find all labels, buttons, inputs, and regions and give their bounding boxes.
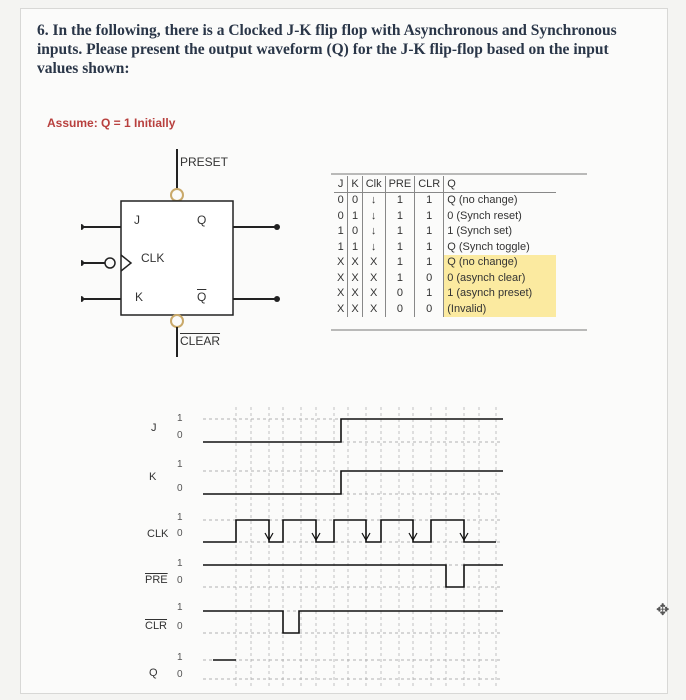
- truth-cell: Q (no change): [444, 192, 557, 208]
- j-low: 0: [177, 430, 183, 441]
- truth-cell: 1: [348, 208, 362, 224]
- jk-flipflop-diagram: [81, 149, 281, 359]
- clk-low: 0: [177, 528, 183, 539]
- clk-pin-label: CLK: [141, 251, 165, 265]
- j-pin-label: J: [134, 213, 140, 227]
- truth-cell: 0: [385, 301, 415, 317]
- wave-label-q: Q: [149, 667, 158, 679]
- preset-bubble: [171, 189, 183, 201]
- qbar-pin-label: $\overline{Q}$: [197, 290, 207, 304]
- truth-cell: ↓: [362, 239, 385, 255]
- truth-cell: 1: [385, 255, 415, 271]
- wave-label-k: K: [149, 471, 157, 483]
- truth-cell: 1: [385, 239, 415, 255]
- k-low: 0: [177, 483, 183, 494]
- pre-low: 0: [177, 575, 183, 586]
- truth-cell: X: [348, 270, 362, 286]
- truth-row: [334, 208, 556, 224]
- worksheet-page: [20, 8, 668, 694]
- j-high: 1: [177, 413, 183, 424]
- wave-pre: [203, 565, 503, 587]
- truth-cell: 0: [348, 224, 362, 240]
- truth-row: [334, 270, 556, 286]
- truth-cell: 1: [415, 239, 444, 255]
- k-pin-label: K: [135, 290, 144, 304]
- question-text: [37, 21, 637, 78]
- truth-header-q: Q: [444, 176, 557, 192]
- truth-cell: 1: [337, 225, 344, 238]
- clear-label: CLEAR: [180, 334, 221, 348]
- truth-header-k: K: [348, 176, 362, 192]
- truth-cell: X: [362, 255, 385, 271]
- wave-label-clk: CLK: [147, 528, 169, 540]
- wave-label-pre: $\overline{PRE}$: [145, 574, 168, 586]
- table-bottom-rule: [331, 327, 591, 333]
- truth-cell: 1: [385, 270, 415, 286]
- q-high: 1: [177, 652, 183, 663]
- truth-cell: X: [337, 271, 345, 284]
- truth-table: [334, 176, 556, 317]
- truth-cell: 1: [415, 208, 444, 224]
- truth-cell: 1: [337, 240, 344, 253]
- truth-cell: X: [337, 256, 345, 269]
- truth-cell: X: [337, 302, 345, 315]
- truth-header-j: J: [334, 176, 348, 192]
- truth-cell: 1: [385, 208, 415, 224]
- truth-cell: 1 (asynch preset): [444, 286, 557, 302]
- truth-cell: 1: [385, 224, 415, 240]
- truth-cell: 0: [337, 194, 344, 207]
- truth-cell: Q (no change): [444, 255, 557, 271]
- truth-cell: 1: [415, 286, 444, 302]
- truth-row: [334, 224, 556, 240]
- clr-low: 0: [177, 621, 183, 632]
- q-low: 0: [177, 669, 183, 680]
- k-high: 1: [177, 459, 183, 470]
- truth-cell: 1: [415, 255, 444, 271]
- timing-diagram: [141, 407, 511, 692]
- truth-cell: X: [362, 301, 385, 317]
- clk-high: 1: [177, 512, 183, 523]
- pre-high: 1: [177, 558, 183, 569]
- truth-cell: 0: [348, 192, 362, 208]
- truth-cell: ↓: [362, 224, 385, 240]
- truth-cell: ↓: [362, 208, 385, 224]
- truth-cell: Q (Synch toggle): [444, 239, 557, 255]
- wave-clk: [203, 520, 496, 542]
- truth-cell: 0: [385, 286, 415, 302]
- truth-row: [334, 286, 556, 302]
- question-number: 6.: [37, 22, 49, 39]
- move-cursor-icon: ✥: [656, 602, 670, 619]
- truth-cell: 0 (asynch clear): [444, 270, 557, 286]
- truth-header-clr: CLR: [415, 176, 444, 192]
- truth-row: [334, 301, 556, 317]
- truth-cell: 1: [385, 192, 415, 208]
- truth-cell: X: [348, 255, 362, 271]
- truth-cell: 0: [337, 209, 344, 222]
- truth-cell: X: [362, 286, 385, 302]
- wave-label-clr: $\overline{CLR}$: [145, 620, 168, 632]
- truth-cell: X: [348, 301, 362, 317]
- truth-cell: 1 (Synch set): [444, 224, 557, 240]
- truth-header-clk: Clk: [362, 176, 385, 192]
- wave-j: [203, 419, 503, 442]
- clear-bubble: [171, 315, 183, 327]
- truth-row: [334, 255, 556, 271]
- wave-clr: [203, 611, 503, 633]
- table-top-rule: [331, 171, 591, 177]
- truth-row: [334, 239, 556, 255]
- truth-cell: 0: [415, 301, 444, 317]
- truth-cell: 0: [415, 270, 444, 286]
- truth-row: [334, 192, 556, 208]
- clr-high: 1: [177, 602, 183, 613]
- truth-cell: 1: [415, 192, 444, 208]
- wave-k: [203, 471, 503, 494]
- truth-cell: X: [362, 270, 385, 286]
- question-body: In the following, there is a Clocked J-K flip flop with Asynchronous and Synchronous inputs. Please present the output waveform (Q) for the J-K flip-flop based on the input values shown:: [37, 22, 617, 77]
- truth-cell: ↓: [362, 192, 385, 208]
- truth-header-pre: PRE: [385, 176, 415, 192]
- preset-label: PRESET: [180, 155, 229, 169]
- q-pin-label: Q: [197, 213, 207, 227]
- truth-cell: X: [348, 286, 362, 302]
- truth-cell: 0 (Synch reset): [444, 208, 557, 224]
- truth-cell: X: [337, 287, 345, 300]
- truth-cell: (Invalid): [444, 301, 557, 317]
- truth-cell: 1: [415, 224, 444, 240]
- assume-note: Assume: Q = 1 Initially: [47, 116, 176, 130]
- truth-cell: 1: [348, 239, 362, 255]
- wave-label-j: J: [151, 422, 157, 434]
